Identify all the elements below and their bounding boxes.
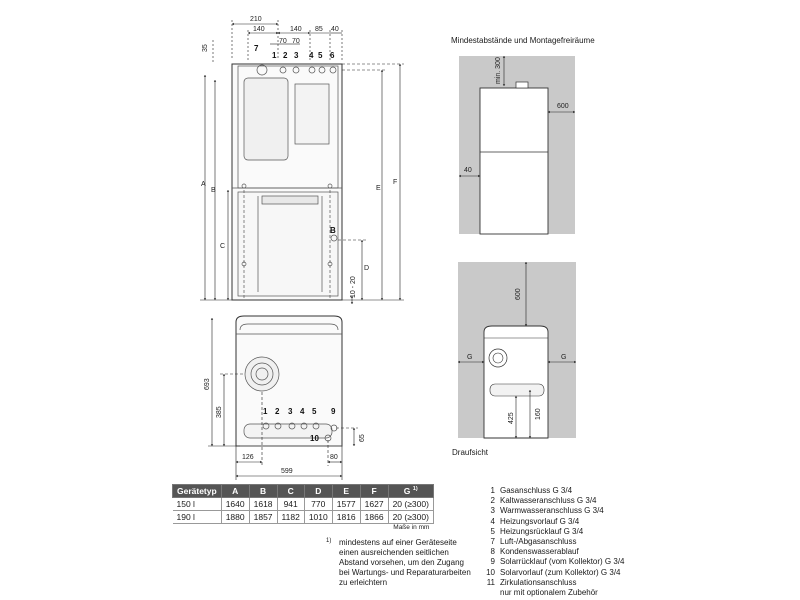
spec-table-header [173,485,434,498]
table-cell: 1627 [360,498,388,511]
dim-35: 35 [202,44,209,52]
legend-number: 4 [490,516,495,526]
legend-number: 11 [486,577,495,587]
dim-70-right: 70 [292,38,300,45]
top-conn-1: 1 [263,407,268,416]
dim-65: 65 [359,434,366,442]
clear-425: 425 [508,412,515,424]
list-item [482,517,625,527]
header-b: B [249,485,277,498]
table-cell: 1010 [304,511,332,524]
legend-text: Kondenswasserablauf [500,547,579,557]
clearances-title: Mindestabstände und Montagefreiräume [451,36,595,45]
table-cell: 1618 [249,498,277,511]
table-cell: 1182 [277,511,304,524]
clear-g-right: G [561,354,567,361]
clear-160: 160 [535,408,542,420]
storage-tank [238,192,338,296]
table-cell: 770 [304,498,332,511]
dim-80: 80 [330,454,338,461]
dim-126: 126 [242,454,254,461]
dim-label-f: F [393,179,398,186]
top-view-caption: Draufsicht [452,448,489,457]
dim-label-a: A [201,181,206,188]
header-e: E [332,485,360,498]
connection-legend [482,486,625,598]
marker-b: B [330,226,336,235]
legend-text: Heizungsvorlauf G 3/4 [500,516,580,526]
dim-85: 85 [315,26,323,33]
header-g-footnote-mark: 1) [412,486,418,493]
clear-600-side: 600 [557,103,569,110]
table-cell: 20 (≥300) [388,498,433,511]
legend-number: 3 [490,506,495,516]
footnote-text: mindestens auf einer Geräteseite einen ausreichenden seitlichen Abstand vorsehen, um den Zugang bei Wartungs- und Reparaturarbeiten zu erleichtern [339,538,471,587]
list-item [482,527,625,537]
table-cell: 150 l [173,498,222,511]
legend-text: Solarrücklauf (vom Kollektor) G 3/4 [500,557,625,567]
table-row [173,498,434,511]
list-item [482,588,625,598]
flue-outer-ring [245,357,279,391]
table-cell: 1880 [221,511,249,524]
legend-text: Kaltwasseranschluss G 3/4 [500,496,597,506]
clearance-front-view [459,56,575,234]
dim-70-left: 70 [279,38,287,45]
front-view [200,16,404,304]
list-item [482,578,625,588]
conn-num-3: 3 [294,51,299,60]
legend-text: nur mit optionalem Zubehör [500,588,598,598]
legend-text: Luft-/Abgasanschluss [500,537,577,547]
list-item [482,506,625,516]
legend-number: 1 [490,486,495,495]
clear-600-top: 600 [515,288,522,300]
footnote [326,538,474,588]
spec-table [172,484,434,532]
dim-label-e: E [376,185,381,192]
top-conn-4: 4 [300,407,305,416]
table-cell: 20 (≥300) [388,511,433,524]
dim-693: 693 [204,378,211,390]
header-device-type: Gerätetyp [173,485,222,498]
legend-number: 2 [490,496,495,506]
legend-number: 7 [490,537,495,547]
unit-note: Maße in mm [393,524,430,531]
legend-number: 9 [490,557,495,567]
list-item [482,547,625,557]
legend-text: Heizungsrücklauf G 3/4 [500,526,584,536]
legend-text: Gasanschluss G 3/4 [500,486,573,495]
table-cell: 941 [277,498,304,511]
dim-label-b: B [211,187,216,194]
clear-g-left: G [467,354,473,361]
conn-num-6: 6 [330,51,335,60]
legend-number: 5 [490,526,495,536]
clearance-top-view [458,262,576,438]
legend-text: Warmwasseranschluss G 3/4 [500,506,604,516]
dim-599: 599 [281,468,293,475]
header-f: F [360,485,388,498]
table-cell: 1577 [332,498,360,511]
header-c: C [277,485,304,498]
legend-number: 10 [486,567,495,577]
clear-40: 40 [464,167,472,174]
boiler-block [244,78,288,160]
table-cell: 1857 [249,511,277,524]
conn-num-4: 4 [309,51,314,60]
header-d: D [304,485,332,498]
legend-text: Solarvorlauf (zum Kollektor) G 3/4 [500,567,621,577]
list-item [482,496,625,506]
top-conn-10: 10 [310,434,319,443]
legend-number: 8 [490,547,495,557]
top-conn-5: 5 [312,407,317,416]
top-view [204,316,366,480]
conn-num-5: 5 [318,51,323,60]
top-conn-9: 9 [331,407,336,416]
header-g: G $^{1)}$ [388,485,433,498]
table-cell: 1640 [221,498,249,511]
legend-text: Zirkulationsanschluss [500,577,577,587]
dim-label-c: C [220,243,226,250]
dim-40: 40 [331,26,339,33]
table-cell: 1816 [332,511,360,524]
header-a: A [221,485,249,498]
dim-210: 210 [250,16,262,23]
clearance-unit-front [480,88,548,234]
list-item [482,557,625,567]
table-cell: 190 l [173,511,222,524]
top-conn-2: 2 [275,407,280,416]
dim-label-d: D [364,265,370,272]
list-item [482,537,625,547]
list-item [482,568,625,578]
dim-385: 385 [216,406,223,418]
conn-num-2: 2 [283,51,288,60]
list-item [482,486,625,496]
dim-140-left: 140 [253,26,265,33]
footnote-mark: 1) [326,538,332,544]
heat-exchanger [295,84,329,144]
clear-min300: min. 300 [495,57,502,84]
dim-140-right: 140 [290,26,302,33]
conn-num-7: 7 [254,44,259,53]
top-conn-3: 3 [288,407,293,416]
dim-10-20: 10 - 20 [350,276,357,298]
unit-note-row [173,524,434,533]
table-row [173,511,434,524]
table-cell: 1866 [360,511,388,524]
conn-num-1: 1 [272,51,277,60]
